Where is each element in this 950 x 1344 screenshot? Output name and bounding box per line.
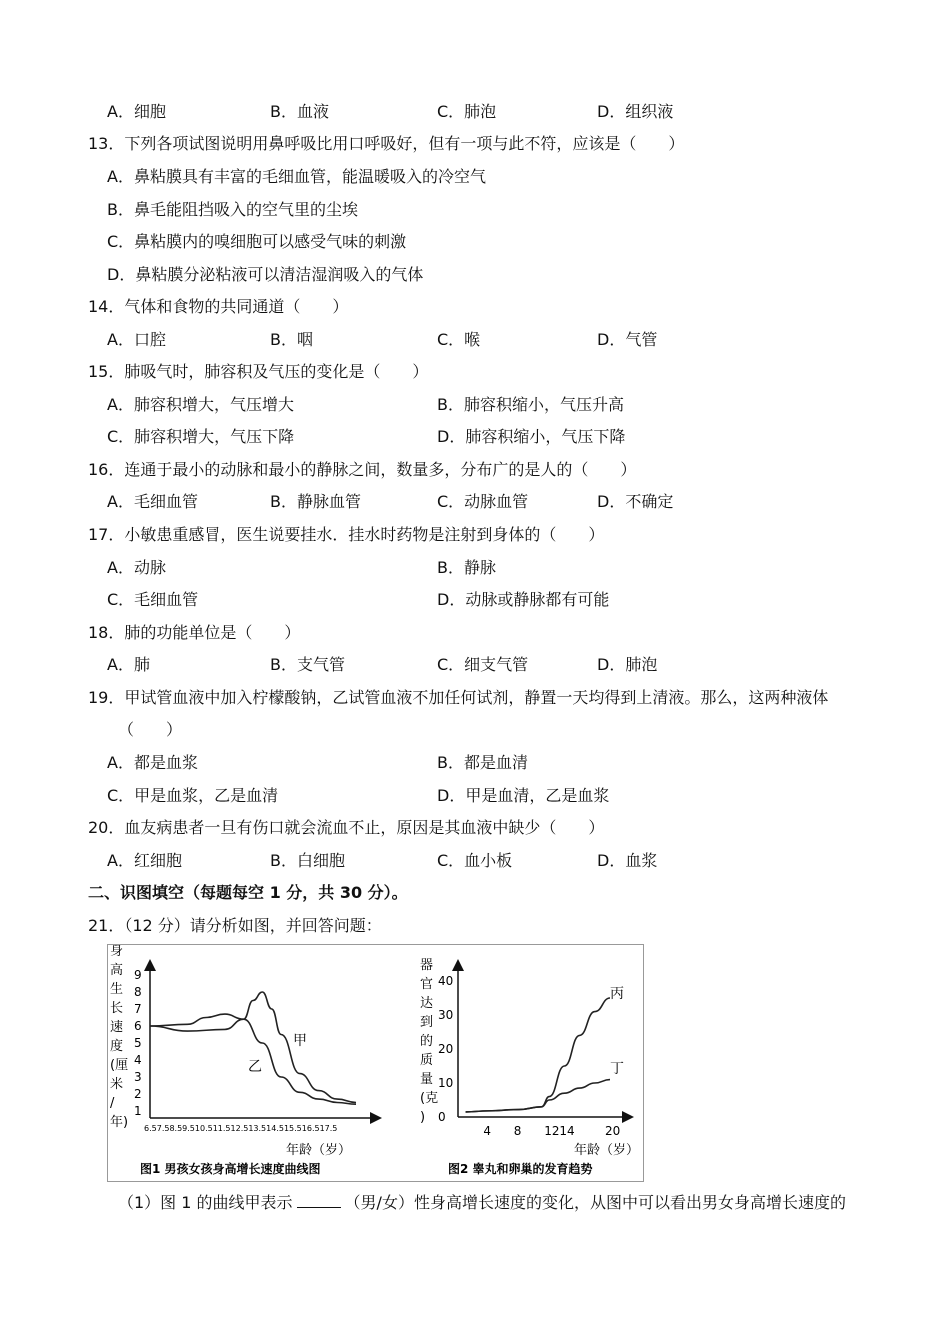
q21-sub1 bbox=[118, 1192, 846, 1214]
q20-stem: 20．血友病患者一旦有伤口就会流血不止，原因是其血液中缺少（ ） bbox=[88, 818, 605, 837]
chart2-series-label-ding: 丁 bbox=[610, 1061, 624, 1077]
q12-option-d: D．组织液 bbox=[597, 102, 674, 121]
q19-stem-cont: （ ） bbox=[118, 720, 183, 739]
q17-option-c: C．毛细血管 bbox=[107, 590, 199, 609]
q19-option-d: D．甲是血清，乙是血浆 bbox=[437, 786, 610, 805]
q18-stem: 18．肺的功能单位是（ ） bbox=[88, 623, 301, 642]
chart2-series-line-ding bbox=[466, 1080, 610, 1112]
chart2-y-tick-label: 0 bbox=[438, 1110, 446, 1124]
chart1-x-tick-labels: 6.57.58.59.510.511.512.513.514.515.516.517.5 bbox=[144, 1124, 338, 1133]
q17-stem: 17．小敏患重感冒，医生说要挂水．挂水时药物是注射到身体的（ ） bbox=[88, 525, 605, 544]
q19-option-a: A．都是血浆 bbox=[107, 753, 198, 772]
chart1-y-tick-label: 6 bbox=[134, 1019, 142, 1033]
chart1-xlabel: 年龄（岁） bbox=[286, 1143, 352, 1158]
q20-option-a: A．红细胞 bbox=[107, 851, 182, 870]
q15-stem: 15．肺吸气时，肺容积及气压的变化是（ ） bbox=[88, 362, 429, 381]
q13-option-a: A．鼻粘膜具有丰富的毛细血管，能温暖吸入的冷空气 bbox=[107, 167, 486, 186]
q12-option-c: C．肺泡 bbox=[437, 102, 497, 121]
figure-svg bbox=[108, 945, 643, 1181]
chart2-y-tick-label: 20 bbox=[438, 1042, 454, 1056]
chart1-series-line-jia bbox=[150, 992, 356, 1103]
q16-option-d: D．不确定 bbox=[597, 492, 674, 511]
chart-2 bbox=[420, 958, 639, 1176]
chart2-xlabel: 年龄（岁） bbox=[574, 1143, 640, 1158]
chart2-x-tick-label: 12 bbox=[544, 1124, 560, 1138]
q19-option-c: C．甲是血浆，乙是血清 bbox=[107, 786, 279, 805]
chart2-series-line-bing bbox=[466, 998, 610, 1112]
chart1-series-label-yi: 乙 bbox=[248, 1059, 262, 1075]
q16-option-c: C．动脉血管 bbox=[437, 492, 529, 511]
q16-stem: 16．连通于最小的动脉和最小的静脉之间，数量多，分布广的是人的（ ） bbox=[88, 460, 637, 479]
q14-stem: 14．气体和食物的共同通道（ ） bbox=[88, 297, 349, 316]
chart1-y-tick-label: 7 bbox=[134, 1002, 142, 1016]
q14-option-b: B．咽 bbox=[270, 330, 313, 349]
q13-option-b: B．鼻毛能阻挡吸入的空气里的尘埃 bbox=[107, 200, 358, 219]
q18-option-d: D．肺泡 bbox=[597, 655, 658, 674]
q18-option-a: A．肺 bbox=[107, 655, 150, 674]
q20-option-b: B．白细胞 bbox=[270, 851, 345, 870]
chart1-y-tick-label: 9 bbox=[134, 968, 142, 982]
q16-option-b: B．静脉血管 bbox=[270, 492, 361, 511]
figure-panel bbox=[107, 944, 644, 1182]
chart1-y-tick-label: 8 bbox=[134, 985, 142, 999]
chart1-ylabel: 身高生 长速度 (厘米/ 年) bbox=[110, 945, 129, 1130]
chart2-y-tick-label: 10 bbox=[438, 1076, 454, 1090]
chart2-x-tick-label: 8 bbox=[513, 1124, 522, 1138]
q17-option-d: D．动脉或静脉都有可能 bbox=[437, 590, 610, 609]
chart2-x-tick-label: 4 bbox=[483, 1124, 492, 1138]
q20-option-d: D．血浆 bbox=[597, 851, 658, 870]
q13-option-c: C．鼻粘膜内的嗅细胞可以感受气味的刺激 bbox=[107, 232, 407, 251]
chart1-series-label-jia: 甲 bbox=[293, 1033, 307, 1049]
q19-stem: 19．甲试管血液中加入柠檬酸钠，乙试管血液不加任何试剂，静置一天均得到上清液。那么，这两种液体 bbox=[88, 688, 829, 707]
q17-option-b: B．静脉 bbox=[437, 558, 496, 577]
q13-stem: 13．下列各项试图说明用鼻呼吸比用口呼吸好，但有一项与此不符，应该是（ ） bbox=[88, 134, 685, 153]
q14-option-d: D．气管 bbox=[597, 330, 658, 349]
q18-option-b: B．支气管 bbox=[270, 655, 345, 674]
chart2-title: 图2 睾丸和卵巢的发育趋势 bbox=[448, 1162, 593, 1176]
q18-option-c: C．细支气管 bbox=[437, 655, 529, 674]
chart-1 bbox=[110, 945, 376, 1176]
q15-option-b: B．肺容积缩小，气压升高 bbox=[437, 395, 624, 414]
chart2-y-tick-label: 30 bbox=[438, 1008, 454, 1022]
chart1-y-tick-label: 1 bbox=[134, 1104, 142, 1118]
chart1-y-tick-label: 2 bbox=[134, 1087, 142, 1101]
chart1-y-tick-label: 4 bbox=[134, 1053, 142, 1067]
answer-blank[interactable] bbox=[297, 1193, 341, 1208]
chart1-title: 图1 男孩女孩身高增长速度曲线图 bbox=[140, 1162, 321, 1176]
q12-option-b: B．血液 bbox=[270, 102, 329, 121]
chart2-y-tick-label: 40 bbox=[438, 974, 454, 988]
chart2-x-tick-label: 20 bbox=[605, 1124, 621, 1138]
q17-option-a: A．动脉 bbox=[107, 558, 166, 577]
chart2-ylabel: 器官达 到的质 量(克) bbox=[420, 958, 439, 1125]
q12-option-a: A．细胞 bbox=[107, 102, 166, 121]
q21-stem: 21．（12 分）请分析如图，并回答问题： bbox=[88, 916, 382, 935]
q21-sub1-suffix: （男/女）性身高增长速度的变化，从图中可以看出男女身高增长速度的 bbox=[344, 1193, 846, 1212]
q20-option-c: C．血小板 bbox=[437, 851, 513, 870]
q13-option-d: D．鼻粘膜分泌粘液可以清洁湿润吸入的气体 bbox=[107, 265, 424, 284]
q15-option-c: C．肺容积增大，气压下降 bbox=[107, 427, 295, 446]
chart1-y-tick-label: 3 bbox=[134, 1070, 142, 1084]
q21-sub1-prefix: （1）图 1 的曲线甲表示 bbox=[118, 1193, 293, 1212]
q19-option-b: B．都是血清 bbox=[437, 753, 528, 772]
q14-option-c: C．喉 bbox=[437, 330, 481, 349]
chart1-y-tick-label: 5 bbox=[134, 1036, 142, 1050]
q15-option-a: A．肺容积增大，气压增大 bbox=[107, 395, 294, 414]
q16-option-a: A．毛细血管 bbox=[107, 492, 198, 511]
q15-option-d: D．肺容积缩小，气压下降 bbox=[437, 427, 626, 446]
q14-option-a: A．口腔 bbox=[107, 330, 166, 349]
chart2-x-tick-label: 14 bbox=[559, 1124, 575, 1138]
section-2-heading: 二、识图填空（每题每空 1 分，共 30 分）。 bbox=[88, 883, 408, 902]
chart2-series-label-bing: 丙 bbox=[610, 986, 624, 1002]
